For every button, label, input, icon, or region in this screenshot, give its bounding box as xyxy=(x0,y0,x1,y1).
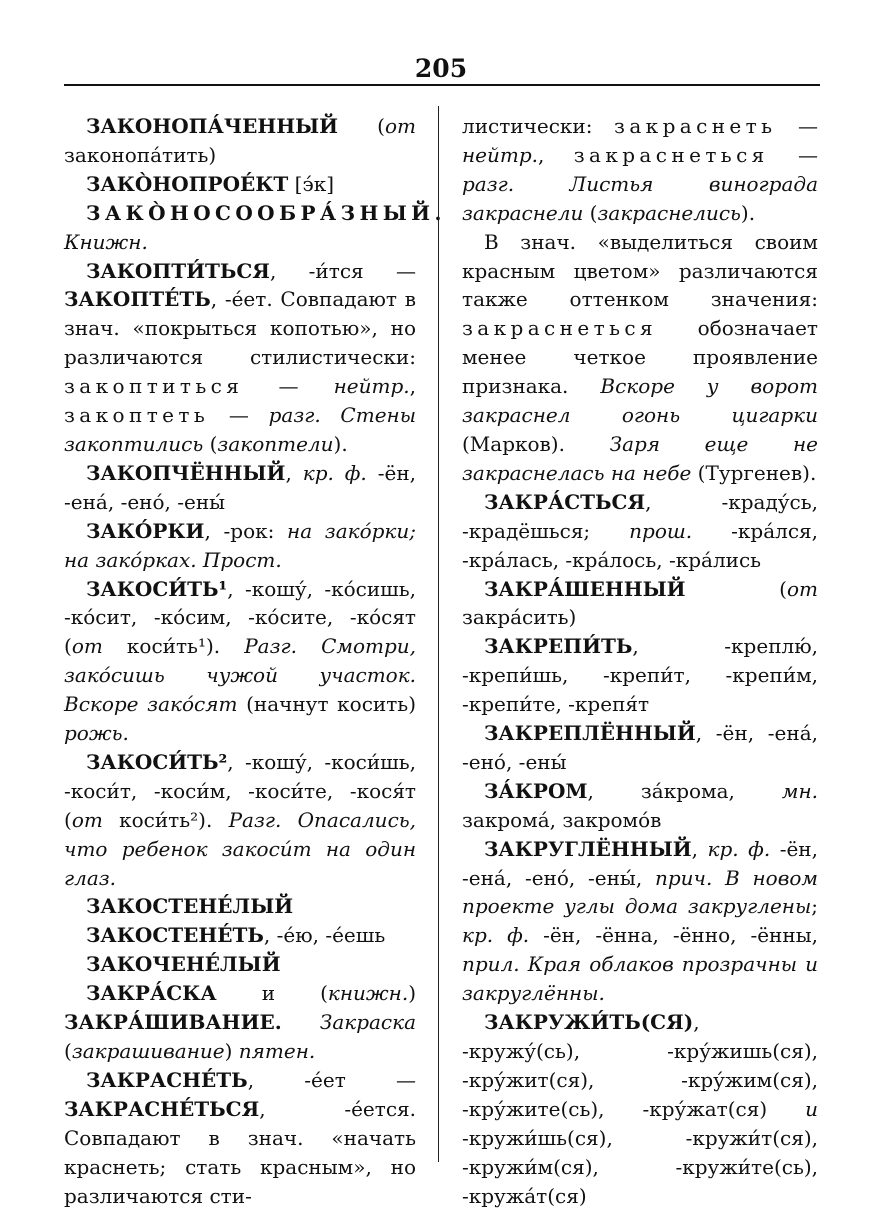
dictionary-entry xyxy=(64,575,416,748)
dictionary-entry xyxy=(462,835,818,1008)
entry-text: от xyxy=(786,576,818,601)
entry-text: , xyxy=(409,374,416,399)
entry-text: , xyxy=(538,142,574,167)
entry-text: (Марков). xyxy=(462,431,610,456)
entry-text: закоптеть xyxy=(64,403,210,428)
entry-text: Закраска xyxy=(319,1010,416,1035)
entry-text: -ён, -ена́, -ено́, -ены́ xyxy=(64,460,417,514)
page-number: 205 xyxy=(414,54,468,83)
entry-text: разг. Стены закоптились xyxy=(64,403,416,456)
headword: ЗАКОЧЕНЕ́ЛЫЙ xyxy=(86,952,281,977)
entry-text: (начнут косить) xyxy=(237,692,416,717)
entry-text: кр. ф. xyxy=(462,923,530,948)
entry-text: закра́сить) xyxy=(462,605,577,630)
entry-text: закоптели xyxy=(217,431,334,456)
headword: ЗАКРА́СТЬСЯ xyxy=(484,489,646,514)
entry-text xyxy=(282,1010,320,1034)
dictionary-entry xyxy=(64,517,416,575)
entry-text: закраснеться xyxy=(573,142,769,167)
headword: ЗАКО̀НОСООБРА́ЗНЫЙ. xyxy=(86,200,446,225)
entry-text: В знач. «выделиться своим красным цветом» различаются также оттенком значения: xyxy=(462,229,818,312)
entry-text: — xyxy=(768,142,818,167)
dictionary-entry xyxy=(462,1008,818,1210)
entry-text: рожь. xyxy=(64,721,129,746)
headword: ЗАКОСИ́ТЬ² xyxy=(86,749,228,774)
entry-text: закоптиться xyxy=(64,374,244,399)
entry-text: от xyxy=(71,807,103,832)
column-divider xyxy=(438,106,439,1162)
dictionary-entry xyxy=(462,632,818,719)
entry-text: прич. В новом проекте углы дома закруглены xyxy=(462,865,818,919)
headword: ЗАКОПТЕ́ТЬ xyxy=(64,287,211,312)
entry-text: , -краду́сь, -крадёшься; xyxy=(462,489,818,543)
dictionary-entry xyxy=(64,979,416,1066)
headword: ЗАКРУЖИ́ТЬ(СЯ) xyxy=(484,1010,694,1035)
headword: ЗАКРАСНЕ́ТЬ xyxy=(86,1067,248,1092)
entry-text: , -кошу́, -ко́сишь, -ко́сит, -ко́сим, -ко́сите, -ко́сят ( xyxy=(64,576,416,659)
entry-text: ( xyxy=(64,1039,72,1063)
headword: ЗАКО́РКИ xyxy=(86,518,205,543)
entry-text: , -рок: xyxy=(204,518,288,543)
dictionary-entry xyxy=(64,748,416,893)
dictionary-entry xyxy=(64,921,416,950)
entry-text: книжн. xyxy=(327,981,409,1006)
entry-text: , -кружу́(сь), -кру́жишь(ся), -кру́жит(ся), -кру́жим(ся), -кру́жите(сь), -кру́жат(ся) xyxy=(462,1010,818,1121)
entry-text: обозначает менее четкое проявление признака. xyxy=(462,316,818,399)
headword: ЗАКОПЧЁННЫЙ xyxy=(86,460,286,485)
left-column xyxy=(64,112,446,1210)
entry-text: пятен. xyxy=(238,1039,316,1063)
headword: ЗАКРАСНЕ́ТЬСЯ xyxy=(64,1096,260,1121)
dictionary-entry xyxy=(462,719,818,777)
entry-text: нейтр. xyxy=(333,374,410,399)
dictionary-entry xyxy=(64,892,416,921)
dictionary-entry xyxy=(64,459,416,517)
headword: ЗАКРЕПИ́ТЬ xyxy=(484,634,633,659)
dictionary-entry xyxy=(462,228,818,488)
entry-text: -ён, -ена́, -ено́, -ены́, xyxy=(462,836,818,890)
entry-text: , -ён, -ена́, -ено́, -ены́ xyxy=(462,721,818,774)
headword: ЗАКО̀НОПРОЕ́КТ xyxy=(86,171,289,196)
entry-text: ( xyxy=(203,431,218,456)
entry-text: , xyxy=(285,460,303,485)
entry-text: — xyxy=(209,403,269,428)
entry-text: , -е́ю, -е́ешь xyxy=(263,923,386,948)
entry-text: ; xyxy=(811,894,818,919)
entry-text: ). xyxy=(333,431,348,456)
entry-text: ). xyxy=(740,200,756,225)
entry-text: , за́крома, xyxy=(587,778,782,803)
headword: ЗАКОСИ́ТЬ¹ xyxy=(86,576,228,601)
entry-text: прош. xyxy=(629,518,693,543)
header-rule xyxy=(64,84,820,86)
entry-text: закраснелись xyxy=(597,200,741,225)
entry-text: Книжн. xyxy=(64,229,148,254)
entry-text: листически: xyxy=(462,114,615,138)
entry-text: разг. Листья винограда закраснели xyxy=(462,171,818,225)
entry-text: от xyxy=(71,634,103,659)
entry-text: , -е́ет — xyxy=(247,1067,416,1092)
entry-text: закраснеться xyxy=(462,316,657,341)
entry-text: — xyxy=(243,374,334,399)
dictionary-entry xyxy=(462,112,818,228)
entry-text: , -и́тся — xyxy=(269,258,416,283)
headword: ЗАКОПТИ́ТЬСЯ xyxy=(86,258,270,283)
entry-text: ) xyxy=(408,981,416,1006)
entry-text: — xyxy=(776,114,818,138)
entry-text: и ( xyxy=(216,981,328,1006)
entry-text: ( xyxy=(685,576,787,601)
entry-text: -кра́лся, -кра́лась, -кра́лось, -кра́лись xyxy=(462,518,818,572)
headword: ЗАКРУГЛЁННЫЙ xyxy=(484,836,692,861)
entry-text: , -е́ет. Совпадают в знач. «покрыться копотью», но различаются стилистически: xyxy=(64,287,416,370)
entry-text: , -е́ется. Совпадают в знач. «начать краснеть; стать красным», но различаются сти- xyxy=(64,1096,416,1208)
entry-text: коси́ть²). xyxy=(102,807,229,832)
entry-text: Разг. Опасались, что ребенок закоси́т на один глаз. xyxy=(64,807,417,890)
dictionary-entry xyxy=(64,1066,416,1210)
dictionary-entry xyxy=(64,112,416,170)
dictionary-entry xyxy=(462,575,818,633)
headword: ЗАКОСТЕНЕ́ЛЫЙ xyxy=(86,894,294,919)
headword: ЗАКРА́СКА xyxy=(86,981,217,1006)
dictionary-entry xyxy=(462,777,818,835)
headword: ЗАКРЕПЛЁННЫЙ xyxy=(484,721,696,746)
entry-text: , xyxy=(691,836,708,861)
entry-text: закрома́, закромо́в xyxy=(462,807,662,832)
entry-text: -ён, -ённа, -ённо, -ённы, xyxy=(529,923,818,948)
entry-text: Вскоре у ворот закраснел огонь цигарки xyxy=(462,374,819,428)
entry-text: закраснеть xyxy=(614,114,777,138)
entry-text: ) xyxy=(224,1039,239,1063)
entry-text: , -кошу́, -коси́шь, -коси́т, -коси́м, -коси́те, -кося́т ( xyxy=(64,749,416,832)
entry-text: и xyxy=(805,1096,818,1121)
entry-text: нейтр. xyxy=(462,142,539,167)
dictionary-entry xyxy=(64,170,416,199)
right-column xyxy=(462,112,818,1210)
entry-text: -кружи́шь(ся), -кружи́т(ся), -кружи́м(ся), -кружи́те(сь), -кружа́т(ся) xyxy=(462,1125,818,1208)
dictionary-entry xyxy=(64,950,416,979)
entry-text: коси́ть¹). xyxy=(102,634,245,659)
entry-text: от xyxy=(384,114,416,138)
dictionary-entry xyxy=(64,257,416,459)
entry-text: (Тургенев). xyxy=(691,460,817,485)
entry-text: , -креплю́, -крепи́шь, -крепи́т, -крепи́м, -крепи́те, -крепя́т xyxy=(462,634,818,717)
headword: ЗАКОНОПА́ЧЕННЫЙ xyxy=(86,114,339,138)
entry-text: Разг. Смотри, зако́сишь чужой участок. Вскоре зако́сят xyxy=(64,634,416,717)
entry-text: кр. ф. xyxy=(707,836,771,861)
dictionary-entry xyxy=(462,488,818,575)
headword: ЗА́КРОМ xyxy=(484,778,588,803)
entry-text: мн. xyxy=(781,778,818,803)
entry-text: ( xyxy=(338,114,385,138)
entry-text: прил. Края облаков прозрачны и закруглённы. xyxy=(462,952,818,1006)
entry-text: Заря еще не закраснелась на небе xyxy=(462,431,818,485)
headword: ЗАКРА́ШЕННЫЙ xyxy=(484,576,686,601)
entry-text: законопа́тить) xyxy=(64,142,217,167)
headword: ЗАКРА́ШИВАНИЕ. xyxy=(64,1010,282,1035)
entry-text: ( xyxy=(583,200,598,225)
entry-text: кр. ф. xyxy=(302,460,367,485)
headword: ЗАКОСТЕНЕ́ТЬ xyxy=(86,923,264,948)
dictionary-entry xyxy=(64,199,446,257)
entry-text: закрашивание xyxy=(71,1039,225,1063)
entry-text: на зако́рки; на зако́рках. Прост. xyxy=(64,518,416,572)
entry-text: [э́к] xyxy=(288,171,334,196)
